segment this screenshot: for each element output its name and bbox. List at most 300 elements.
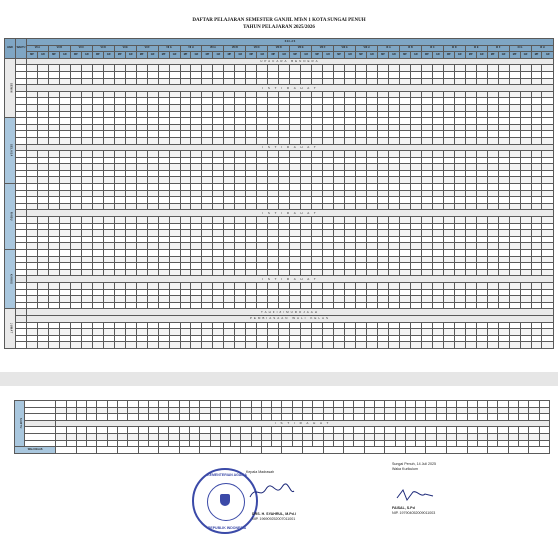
schedule-cell [97,407,107,414]
schedule-table-saturday [14,400,550,454]
schedule-cell [443,65,454,72]
schedule-cell [476,217,487,224]
schedule-cell [48,302,59,309]
subheader-cell: MP [246,52,257,59]
schedule-cell [70,98,81,105]
schedule-cell [366,78,377,85]
schedule-cell [356,302,367,309]
schedule-cell [476,151,487,158]
schedule-cell [136,137,147,144]
band-label: I S T I R A H A T [26,210,553,217]
walikelas-cell [488,447,509,454]
schedule-cell [487,111,498,118]
schedule-cell [81,269,92,276]
schedule-cell [356,104,367,111]
schedule-cell [345,223,356,230]
schedule-cell [169,329,180,336]
schedule-cell [81,170,92,177]
schedule-cell [246,329,257,336]
schedule-cell [476,256,487,263]
schedule-cell [487,197,498,204]
band-row [5,58,554,65]
schedule-cell [487,118,498,125]
schedule-cell [114,329,125,336]
schedule-cell [213,157,224,164]
schedule-cell [268,342,279,349]
schedule-cell [388,157,399,164]
class-header: IX H [531,45,554,52]
schedule-cell [48,124,59,131]
schedule-cell [542,335,554,342]
schedule-cell [180,190,191,197]
schedule-cell [158,296,169,303]
schedule-cell [446,407,456,414]
schedule-cell [26,91,37,98]
schedule-cell [531,329,542,336]
schedule-cell [377,65,388,72]
time-cell [15,250,26,257]
schedule-cell [92,197,103,204]
schedule-cell [180,342,191,349]
subheader-cell: MP [531,52,542,59]
schedule-cell [224,342,235,349]
schedule-cell [147,170,158,177]
schedule-cell [290,91,301,98]
schedule-cell [476,197,487,204]
schedule-cell [48,118,59,125]
schedule-cell [147,190,158,197]
schedule-cell [202,329,213,336]
schedule-cell [509,78,520,85]
schedule-cell [364,407,374,414]
schedule-cell [136,71,147,78]
schedule-cell [443,111,454,118]
schedule-cell [81,151,92,158]
schedule-cell [488,440,498,447]
schedule-cell [454,203,465,210]
schedule-cell [509,177,520,184]
schedule-cell [246,256,257,263]
schedule-cell [366,329,377,336]
schedule-cell [107,427,117,434]
schedule-cell [200,440,210,447]
schedule-cell [279,71,290,78]
schedule-cell [377,282,388,289]
schedule-cell [279,157,290,164]
schedule-cell [334,71,345,78]
schedule-cell [509,335,520,342]
schedule-cell [213,78,224,85]
schedule-cell [498,302,509,309]
schedule-cell [410,263,421,270]
table-row [5,322,554,329]
schedule-cell [224,282,235,289]
schedule-cell [323,203,334,210]
schedule-cell [92,177,103,184]
schedule-cell [323,137,334,144]
schedule-cell [312,250,323,257]
schedule-cell [457,433,467,440]
schedule-cell [388,322,399,329]
subheader-cell: MP [377,52,388,59]
schedule-cell [508,440,518,447]
schedule-cell [498,230,509,237]
schedule-cell [59,98,70,105]
schedule-cell [37,236,48,243]
schedule-cell [147,111,158,118]
schedule-cell [224,118,235,125]
schedule-cell [509,118,520,125]
schedule-cell [531,289,542,296]
schedule-cell [136,250,147,257]
schedule-cell [290,164,301,171]
schedule-cell [334,190,345,197]
schedule-cell [213,124,224,131]
schedule-cell [344,414,354,421]
schedule-cell [158,342,169,349]
schedule-cell [202,250,213,257]
schedule-cell [158,71,169,78]
schedule-cell [421,263,432,270]
schedule-cell [520,131,531,138]
schedule-cell [272,414,282,421]
schedule-cell [542,151,554,158]
schedule-cell [48,104,59,111]
schedule-cell [498,203,509,210]
schedule-cell [191,302,202,309]
schedule-cell [246,197,257,204]
schedule-cell [114,65,125,72]
subheader-cell: GR [59,52,70,59]
schedule-cell [103,217,114,224]
schedule-cell [542,177,554,184]
schedule-cell [246,217,257,224]
schedule-cell [542,184,554,191]
schedule-cell [323,177,334,184]
schedule-cell [399,131,410,138]
schedule-cell [410,157,421,164]
schedule-cell [377,170,388,177]
schedule-cell [388,98,399,105]
schedule-cell [191,118,202,125]
schedule-cell [312,131,323,138]
schedule-cell [261,427,271,434]
schedule-cell [114,289,125,296]
schedule-cell [377,111,388,118]
time-cell [15,65,26,72]
schedule-cell [323,151,334,158]
schedule-cell [114,335,125,342]
schedule-cell [509,322,520,329]
schedule-cell [138,440,148,447]
schedule-cell [246,289,257,296]
schedule-cell [290,124,301,131]
schedule-cell [366,250,377,257]
schedule-cell [158,282,169,289]
schedule-cell [70,296,81,303]
schedule-cell [301,157,312,164]
schedule-cell [323,111,334,118]
schedule-cell [334,197,345,204]
schedule-cell [92,296,103,303]
band-row [5,144,554,151]
schedule-cell [70,342,81,349]
schedule-cell [257,170,268,177]
schedule-cell [356,131,367,138]
schedule-cell [377,71,388,78]
schedule-cell [509,131,520,138]
schedule-cell [235,91,246,98]
schedule-cell [520,65,531,72]
nip-left: NIP. 196909252007011001 [252,517,296,521]
schedule-cell [454,250,465,257]
schedule-cell [257,282,268,289]
schedule-cell [235,197,246,204]
schedule-cell [465,124,476,131]
schedule-cell [345,65,356,72]
table-row [5,190,554,197]
schedule-cell [509,230,520,237]
schedule-cell [323,440,333,447]
schedule-cell [488,414,498,421]
schedule-cell [312,256,323,263]
schedule-cell [432,335,443,342]
schedule-cell [290,137,301,144]
schedule-cell [147,118,158,125]
schedule-cell [125,157,136,164]
schedule-cell [81,98,92,105]
schedule-cell [388,302,399,309]
schedule-cell [498,250,509,257]
schedule-cell [37,157,48,164]
schedule-cell [323,65,334,72]
time-cell [15,137,26,144]
schedule-cell [224,151,235,158]
schedule-cell [59,184,70,191]
schedule-cell [366,111,377,118]
schedule-cell [37,302,48,309]
schedule-cell [454,104,465,111]
schedule-cell [48,197,59,204]
schedule-cell [443,98,454,105]
schedule-cell [345,197,356,204]
schedule-cell [268,190,279,197]
schedule-cell [48,282,59,289]
schedule-cell [117,414,127,421]
schedule-cell [487,71,498,78]
schedule-cell [443,78,454,85]
schedule-cell [159,401,169,408]
schedule-cell [542,91,554,98]
schedule-cell [103,269,114,276]
subheader-cell: GR [169,52,180,59]
schedule-cell [37,335,48,342]
schedule-cell [344,401,354,408]
schedule-cell [436,414,446,421]
schedule-cell [81,329,92,336]
schedule-cell [169,433,179,440]
schedule-cell [487,322,498,329]
schedule-cell [312,243,323,250]
role-left: Kepala Madrasah [246,470,275,474]
schedule-cell [443,223,454,230]
schedule-cell [531,184,542,191]
schedule-cell [257,289,268,296]
schedule-cell [467,433,477,440]
schedule-cell [323,230,334,237]
schedule-cell [334,322,345,329]
schedule-cell [136,177,147,184]
schedule-cell [282,401,292,408]
schedule-cell [136,329,147,336]
schedule-cell [125,184,136,191]
schedule-cell [531,250,542,257]
schedule-cell [117,433,127,440]
walikelas-cell [138,447,159,454]
schedule-cell [465,137,476,144]
walikelas-cell [261,447,282,454]
schedule-cell [542,203,554,210]
schedule-cell [509,263,520,270]
schedule-cell [92,282,103,289]
schedule-cell [125,302,136,309]
schedule-cell [421,71,432,78]
schedule-cell [385,401,395,408]
schedule-cell [191,71,202,78]
schedule-cell [235,65,246,72]
schedule-cell [498,243,509,250]
schedule-cell [366,118,377,125]
schedule-cell [487,65,498,72]
schedule-cell [114,282,125,289]
schedule-cell [334,151,345,158]
schedule-cell [210,414,220,421]
subheader-cell: MP [224,52,235,59]
schedule-cell [114,243,125,250]
schedule-cell [487,335,498,342]
schedule-cell [432,217,443,224]
schedule-cell [136,217,147,224]
schedule-cell [476,177,487,184]
schedule-cell [377,322,388,329]
schedule-cell [509,223,520,230]
schedule-cell [334,269,345,276]
schedule-cell [26,342,37,349]
schedule-cell [148,407,158,414]
schedule-cell [279,230,290,237]
schedule-cell [313,433,323,440]
schedule-cell [356,329,367,336]
schedule-cell [158,124,169,131]
schedule-cell [125,289,136,296]
schedule-cell [279,223,290,230]
schedule-cell [59,65,70,72]
schedule-cell [399,91,410,98]
schedule-cell [432,164,443,171]
schedule-cell [498,104,509,111]
schedule-cell [70,302,81,309]
subheader-cell: GR [432,52,443,59]
schedule-cell [301,296,312,303]
schedule-cell [476,236,487,243]
schedule-cell [313,427,323,434]
schedule-cell [399,65,410,72]
schedule-cell [405,433,415,440]
schedule-cell [301,131,312,138]
schedule-cell [366,223,377,230]
schedule-cell [454,302,465,309]
time-cell [15,184,26,191]
schedule-cell [235,250,246,257]
schedule-cell [345,91,356,98]
schedule-cell [97,414,107,421]
schedule-cell [476,124,487,131]
schedule-cell [529,440,539,447]
schedule-cell [246,236,257,243]
band-row [5,309,554,316]
schedule-cell [76,427,86,434]
schedule-cell [312,65,323,72]
schedule-cell [59,322,70,329]
schedule-cell [301,250,312,257]
schedule-cell [498,289,509,296]
schedule-cell [487,98,498,105]
schedule-cell [476,243,487,250]
schedule-cell [210,440,220,447]
schedule-cell [292,427,302,434]
time-cell [15,157,26,164]
schedule-cell [81,78,92,85]
schedule-cell [125,98,136,105]
schedule-cell [465,203,476,210]
schedule-cell [26,329,37,336]
schedule-cell [114,137,125,144]
schedule-cell [202,282,213,289]
schedule-cell [356,170,367,177]
schedule-cell [405,407,415,414]
schedule-cell [114,184,125,191]
schedule-cell [257,197,268,204]
schedule-cell [520,170,531,177]
schedule-cell [268,203,279,210]
schedule-cell [443,177,454,184]
schedule-cell [388,124,399,131]
schedule-cell [410,203,421,210]
schedule-cell [312,118,323,125]
schedule-cell [388,269,399,276]
subheader-cell: MP [268,52,279,59]
schedule-cell [159,414,169,421]
schedule-cell [487,302,498,309]
schedule-cell [138,433,148,440]
schedule-cell [313,440,323,447]
schedule-cell [292,440,302,447]
schedule-cell [399,164,410,171]
time-cell [15,78,26,85]
schedule-cell [334,65,345,72]
schedule-cell [323,71,334,78]
table-row [15,440,550,447]
schedule-cell [92,256,103,263]
day-label: KAMIS [5,250,16,309]
schedule-cell [59,263,70,270]
schedule-cell [395,440,405,447]
page-gap [0,372,558,386]
schedule-cell [443,269,454,276]
schedule-cell [70,124,81,131]
table-row [5,342,554,349]
schedule-cell [290,65,301,72]
